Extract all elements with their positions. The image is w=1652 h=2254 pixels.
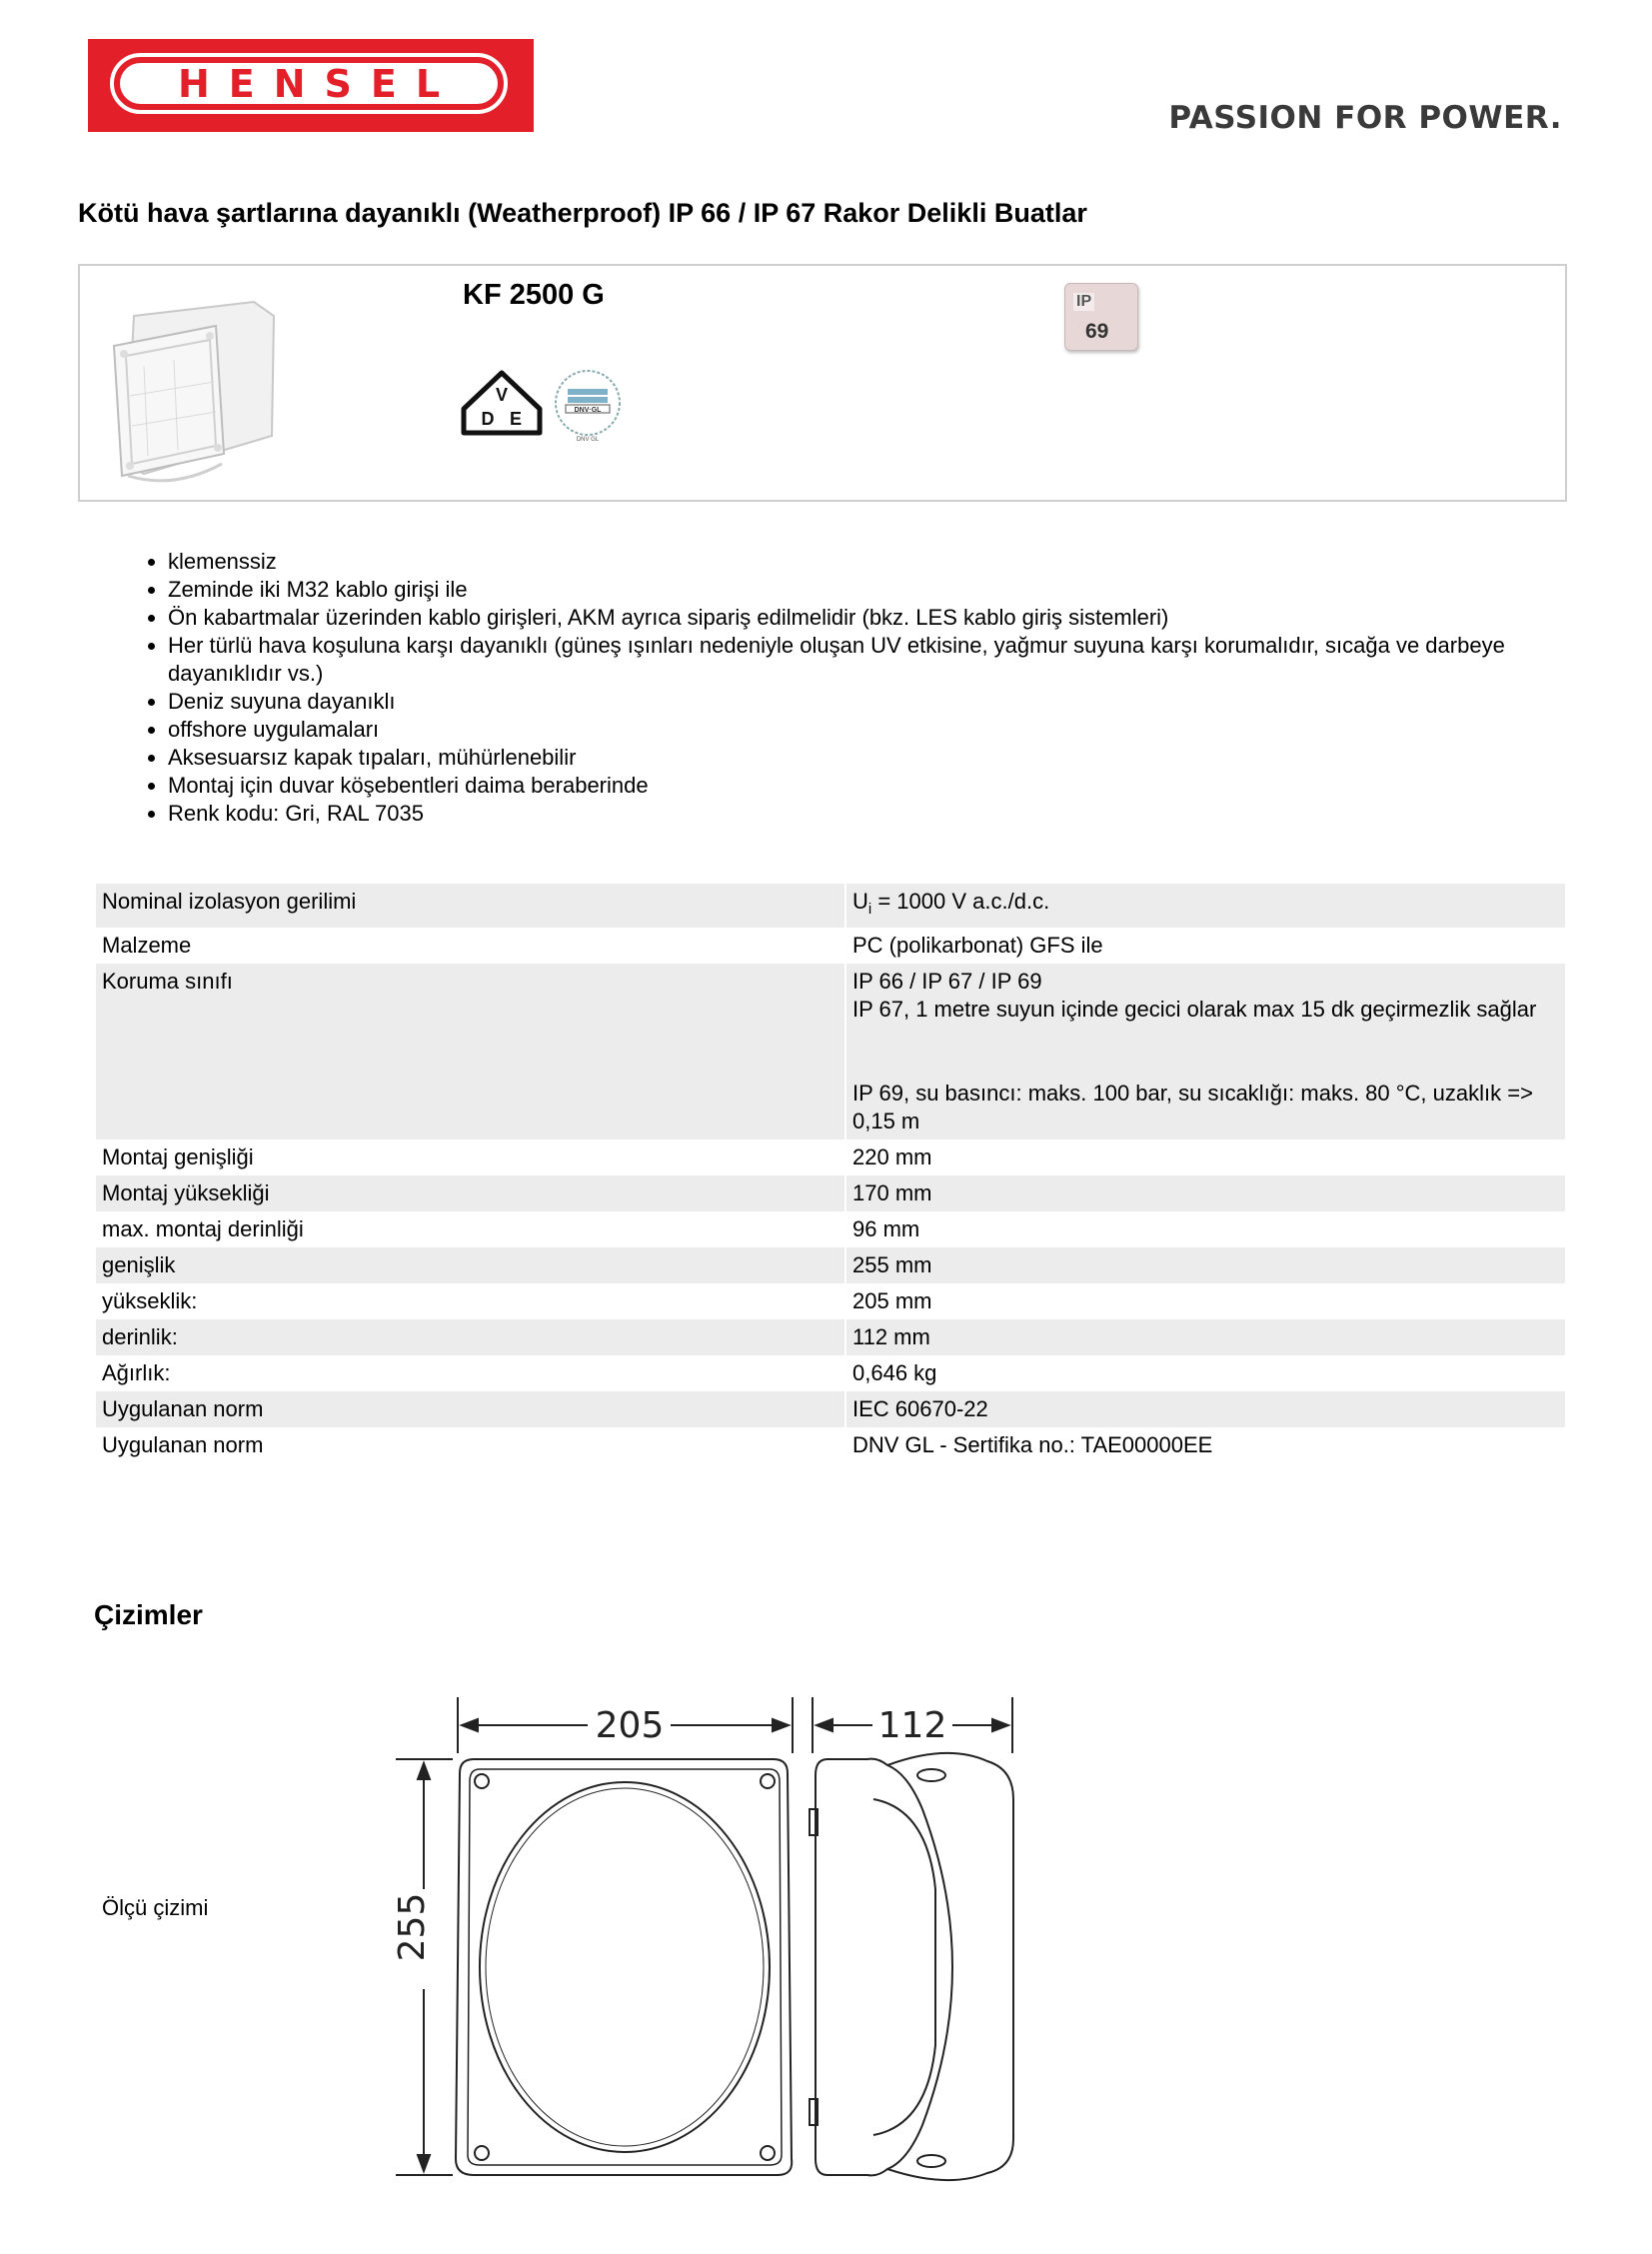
- spec-label: yükseklik:: [102, 1288, 198, 1313]
- list-item: • offshore uygulamaları: [168, 716, 1569, 744]
- ip69-badge: [1064, 283, 1138, 351]
- spec-value: $U_i = 1000$ V a.c./d.c.: [845, 884, 1565, 928]
- spec-table: [96, 884, 1565, 1463]
- spec-label: genişlik: [96, 1247, 845, 1283]
- spec-value: IP 66 / IP 67 / IP 69 IP 67, 1 metre suyun içinde gecici olarak max 15 dk geçirmezlik sağlar IP 69, su basıncı: maks. 100 bar, su sıcaklığı: maks. 80 °C, uzaklık => 0,15 m: [845, 964, 1565, 1139]
- spec-label: Ağırlık:: [102, 1360, 171, 1385]
- spec-value: IEC 60670-22: [845, 1391, 1565, 1427]
- table-row: [96, 1283, 1565, 1319]
- logo-brand-text: HENSEL: [177, 61, 460, 106]
- table-row: [96, 928, 1565, 964]
- svg-text:DNV GL: DNV GL: [576, 437, 600, 443]
- slogan: PASSION FOR POWER.: [1168, 100, 1562, 136]
- svg-text:E: E: [509, 409, 523, 429]
- spec-label: derinlik:: [96, 1319, 845, 1355]
- list-item: • Ön kabartmalar üzerinden kablo girişleri, AKM ayrıca sipariş edilmelidir (bkz. LES kablo giriş sistemleri): [168, 604, 1569, 632]
- dimension-drawing: [388, 1689, 1037, 2209]
- page-title: Kötü hava şartlarına dayanıklı (Weatherproof) IP 66 / IP 67 Rakor Delikli Buatlar: [78, 198, 1087, 228]
- spec-label: Uygulanan norm: [96, 1391, 845, 1427]
- table-row: [96, 1355, 1565, 1391]
- logo-oval: [110, 53, 508, 114]
- list-item: • Montaj için duvar köşebentleri daima beraberinde: [168, 772, 1569, 800]
- spec-label: Koruma sınıfı: [96, 964, 845, 1139]
- spec-value: 205 mm: [845, 1283, 1565, 1319]
- svg-text:D: D: [481, 409, 495, 429]
- vde-mark-icon: [460, 369, 544, 441]
- product-name: KF 2500 G: [463, 279, 605, 311]
- ip-badge-top: IP: [1073, 293, 1094, 311]
- table-row: [96, 1247, 1565, 1283]
- table-row: [96, 1391, 1565, 1427]
- dnv-gl-icon: [552, 367, 624, 443]
- spec-label: Uygulanan norm: [102, 1432, 264, 1457]
- spec-value: 220 mm: [845, 1139, 1565, 1175]
- dim-depth-label: 112: [877, 1705, 947, 1746]
- list-item: • Renk kodu: Gri, RAL 7035: [168, 800, 1569, 828]
- spec-value: 255 mm: [845, 1247, 1565, 1283]
- svg-text:DNV·GL: DNV·GL: [574, 407, 602, 414]
- spec-value: PC (polikarbonat) GFS ile: [845, 928, 1565, 964]
- list-item: • Aksesuarsız kapak tıpaları, mühürlenebilir: [168, 744, 1569, 772]
- ip-badge-number: 69: [1085, 320, 1109, 343]
- spec-label: Nominal izolasyon gerilimi: [96, 884, 845, 928]
- dim-width-label: 205: [595, 1705, 665, 1746]
- feature-list: [120, 548, 1569, 828]
- drawings-heading: Çizimler: [94, 1599, 203, 1630]
- list-item: • Zeminde iki M32 kablo girişi ile: [168, 576, 1569, 604]
- enclosure-box-photo: [104, 286, 276, 486]
- drawing-label: Ölçü çizimi: [102, 1895, 209, 1920]
- spec-label: Malzeme: [102, 933, 192, 958]
- spec-value: 96 mm: [845, 1211, 1565, 1247]
- table-row: [96, 1319, 1565, 1355]
- hensel-logo: [88, 39, 534, 132]
- spec-label: Montaj yüksekliği: [96, 1175, 845, 1211]
- list-item: • klemenssiz: [168, 548, 1569, 576]
- spec-value: 112 mm: [845, 1319, 1565, 1355]
- table-row: [96, 1175, 1565, 1211]
- spec-label: max. montaj derinliği: [102, 1216, 304, 1241]
- spec-label: Montaj genişliği: [102, 1144, 254, 1169]
- spec-value: 0,646 kg: [845, 1355, 1565, 1391]
- table-row: [96, 884, 1565, 928]
- table-row: [96, 1139, 1565, 1175]
- table-row: [96, 1427, 1565, 1463]
- product-box: [78, 264, 1567, 502]
- table-row: [96, 964, 1565, 1139]
- spec-value: DNV GL - Sertifika no.: TAE00000EE: [845, 1427, 1565, 1463]
- svg-text:V: V: [495, 385, 509, 405]
- list-item: • Her türlü hava koşuluna karşı dayanıklı (güneş ışınları nedeniyle oluşan UV etkisine, yağmur suyuna karşı korumalıdır, sıcağa ve darbeye dayanıklıdır vs.): [168, 632, 1569, 688]
- dim-height-label: 255: [392, 1892, 433, 1962]
- spec-value: 170 mm: [845, 1175, 1565, 1211]
- list-item: • Deniz suyuna dayanıklı: [168, 688, 1569, 716]
- table-row: [96, 1211, 1565, 1247]
